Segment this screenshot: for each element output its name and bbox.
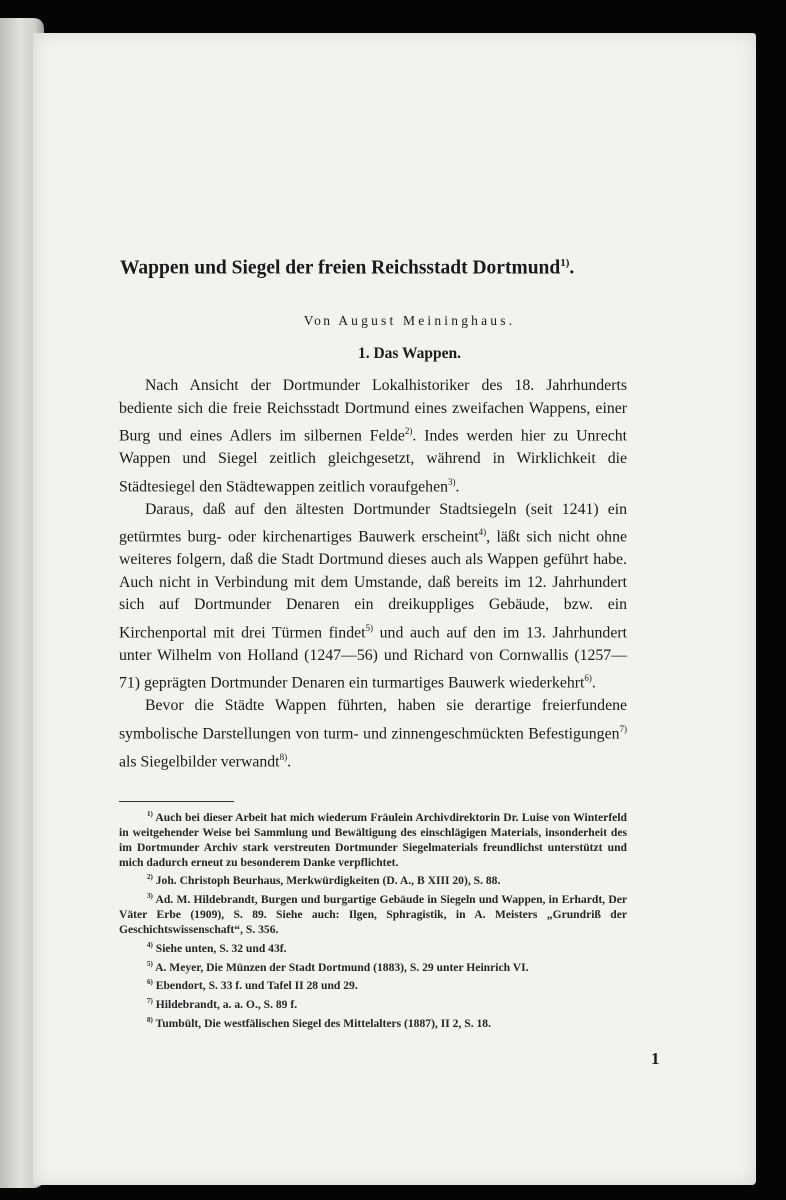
footnote-mark: 6) [147,978,153,987]
footnote-text: Siehe unten, S. 32 und 43f. [152,941,287,955]
footnote-text: Ebendort, S. 33 f. und Tafel II 28 und 29. [152,979,358,993]
footnotes [119,807,627,1032]
footnote [119,807,627,870]
footnote [119,975,627,994]
footnote-text: Tumbült, Die westfälischen Siegel des Mittelalters (1887), II 2, S. 18. [152,1016,491,1030]
paragraph-text: . [591,674,596,692]
footnote-mark: 7) [147,997,153,1006]
article-title: Wappen und Siegel der freien Reichsstadt Dortmund$^{1)}$. [120,257,575,279]
book-page [33,33,756,1185]
section-heading: 1. Das Wappen. [357,345,462,362]
paragraph-text: , läßt sich nicht ohne weiteres folgern, daß die Stadt Dortmund dieses auch als Wappen geführt habe. Auch nicht in Verbindung mit dem Umstande, daß bereits im 12. Jahrhundert sich auf Dortmunder Denaren ein dreikuppliges Gebäude, bzw. ein Kirchenportal mit drei Türmen findet [119,528,627,641]
byline [33,313,756,329]
paragraph-text: Daraus, daß auf den ältesten Dortmunder Stadtsiegeln (seit 1241) ein getürmtes burg- oder kirchenartiges Bauwerk erscheint [119,500,627,546]
footnote-mark: 2) [147,873,153,882]
footnote-mark: 5) [147,959,153,968]
footnote-separator [119,801,234,802]
footnote [119,1013,627,1032]
article-title-text: Wappen und Siegel der freien Reichsstadt Dortmund [120,257,561,279]
footnote-text: Ad. M. Hildebrandt, Burgen und burgartige Gebäude in Siegeln und Wappen, in Erhardt, Der Väter Erbe (1909), S. 89. Siehe auch: Ilgen, Sphragistik, in A. Meisters „Grundriß der Geschichtswissenschaft“, S. 356. [119,893,627,936]
body-paragraph [119,499,627,696]
footnote [119,870,627,889]
footnote-text: A. Meyer, Die Münzen der Stadt Dortmund (1883), S. 29 unter Heinrich VI. [152,960,529,974]
footnote-mark: 3) [147,892,153,901]
paragraph-text: als Siegelbilder verwandt [119,752,280,770]
footnote-mark: 1) [147,810,153,818]
footnote-reference: 7) [619,723,627,734]
footnote-reference: 6) [584,673,592,684]
paragraph-text: und auch auf den im 13. Jahrhundert unter Wilhelm von Holland (1247—56) und Richard von Cornwallis (1257—71) geprägten Dortmunder Denaren ein turmartiges Bauwerk wiederkehrt [119,624,627,692]
body-text [119,375,627,773]
title-footnote-mark: 1) [560,257,570,269]
paragraph-text: . [287,752,292,770]
body-paragraph [119,375,627,499]
footnote [119,938,627,957]
footnote-mark: 8) [147,1015,153,1024]
footnote-text: Joh. Christoph Beurhaus, Merkwürdigkeiten (D. A., B XIII 20), S. 88. [152,874,501,888]
paragraph-text: . Indes werden hier zu Unrecht Wappen und Siegel zeitlich gleichgesetzt, während in Wirklichkeit die Städtesiegel den Städtewappen zeitlich voraufgehen [119,427,628,495]
footnote [119,957,627,976]
footnote-text: Auch bei dieser Arbeit hat mich wiederum Fräulein Archivdirektorin Dr. Luise von Winterfeld in weitgehender Weise bei Sammlung und Bewältigung des einschlägigen Materials, insonderheit des im Dortmunder Archiv stark verstreuten Dortmunder Siegelmaterials freundlichst unterstützt und mich dadurch erneut zu besonderem Danke verpflichtet. [119,810,627,869]
footnote-reference: 3) [447,476,456,487]
paragraph-text: Bevor die Städte Wappen führten, haben sie derartige freierfundene symbolische Darstellungen von turm- und zinnengeschmückten Befestigungen [119,697,627,742]
paragraph-text: Nach Ansicht der Dortmunder Lokalhistoriker des 18. Jahrhunderts bediente sich die freie Reichsstadt Dortmund eines zweifachen Wappens, einer Burg und eines Adlers im silbernen Felde [119,377,627,445]
page-number: 1 [651,1049,660,1068]
footnote-reference: 2) [404,426,413,437]
body-paragraph [119,695,627,773]
footnote-reference: 8) [279,751,288,762]
footnote-reference: 5) [365,622,373,633]
footnote-reference: 4) [478,527,487,538]
footnote-mark: 4) [147,940,153,949]
footnote [119,889,627,938]
footnote [119,994,627,1013]
footnote-text: Hildebrandt, a. a. O., S. 89 f. [152,997,298,1011]
byline-author: August Meininghaus. [338,313,516,328]
byline-prefix: Von [303,313,333,328]
paragraph-text: . [455,477,460,495]
